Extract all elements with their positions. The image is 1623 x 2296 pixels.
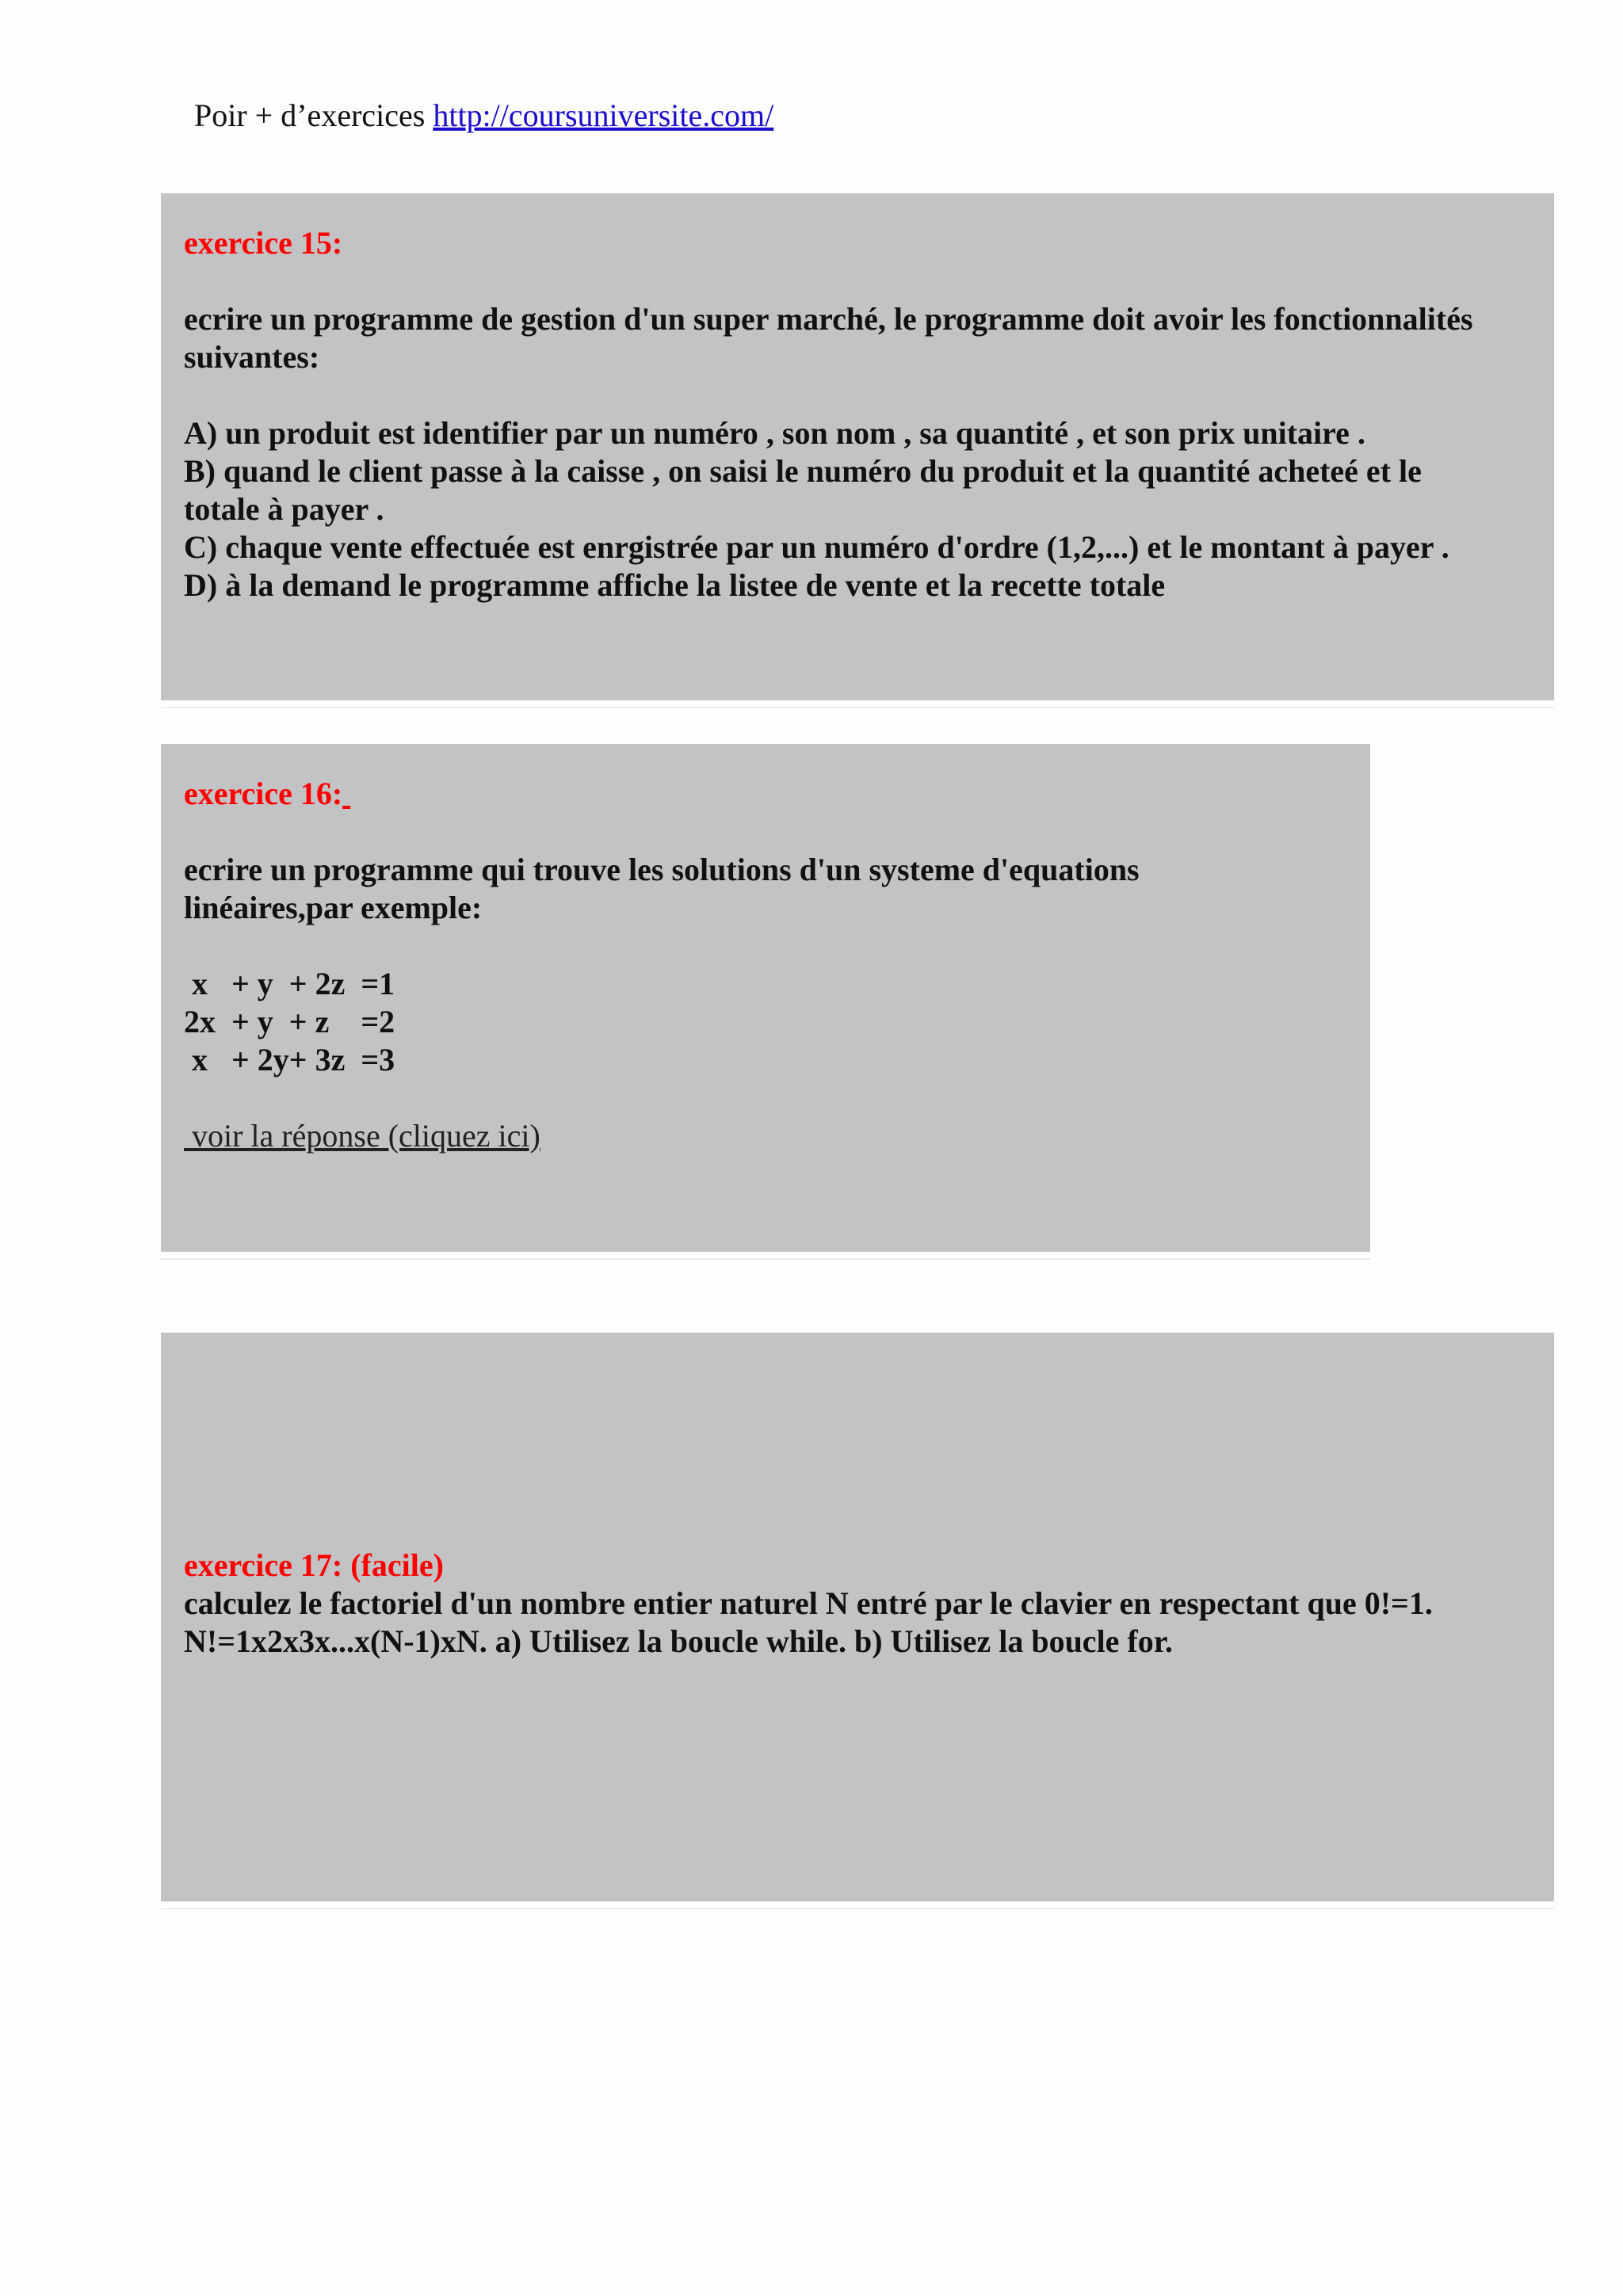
- exercise-item-a: A) un produit est identifier par un numéro , son nom , sa quantité , et son prix unitaire .: [184, 415, 1365, 451]
- exercise-16-box: [161, 744, 1370, 1252]
- exercise-17-box: [161, 1333, 1554, 1901]
- exercise-text: calculez le factoriel d'un nombre entier naturel N entré par le clavier en respectant que 0!=1. N!=1x2x3x...x(N-1)xN. a) Utilisez la boucle while. b) Utilisez la boucle for.: [184, 1585, 1433, 1659]
- exercise-title: exercice 15:: [184, 225, 343, 261]
- site-link[interactable]: http://coursuniversite.com/: [433, 97, 774, 133]
- divider: [161, 1258, 1370, 1260]
- exercise-item-b: B) quand le client passe à la caisse , on saisi le numéro du produit et la quantité acheteé et le totale à payer .: [184, 453, 1422, 527]
- exercise-item-c: C) chaque vente effectuée est enrgistrée par un numéro d'ordre (1,2,...) et le montant à payer .: [184, 529, 1449, 565]
- title-underscore: [342, 776, 350, 811]
- exercise-intro: ecrire un programme de gestion d'un super marché, le programme doit avoir les fonctionnalités suivantes:: [184, 301, 1473, 375]
- equation-line: 2x + y + z =2: [184, 1004, 395, 1039]
- exercise-title-text: exercice 16:: [184, 776, 343, 811]
- exercise-title: exercice 17: (facile): [184, 1547, 444, 1583]
- exercise-title: [184, 775, 1354, 813]
- divider: [161, 707, 1554, 708]
- exercise-intro: ecrire un programme qui trouve les solutions d'un systeme d'equations linéaires,par exemple:: [184, 852, 1140, 925]
- divider: [161, 1908, 1554, 1909]
- equation-line: x + 2y+ 3z =3: [184, 1042, 395, 1077]
- header-text: Poir + d’exercices: [194, 97, 433, 133]
- answer-link[interactable]: voir la réponse (cliquez ici): [184, 1118, 540, 1154]
- page-header: [194, 97, 773, 135]
- exercise-item-d: D) à la demand le programme affiche la listee de vente et la recette totale: [184, 567, 1166, 603]
- exercise-15-box: [161, 193, 1554, 700]
- equation-line: x + y + 2z =1: [184, 966, 395, 1001]
